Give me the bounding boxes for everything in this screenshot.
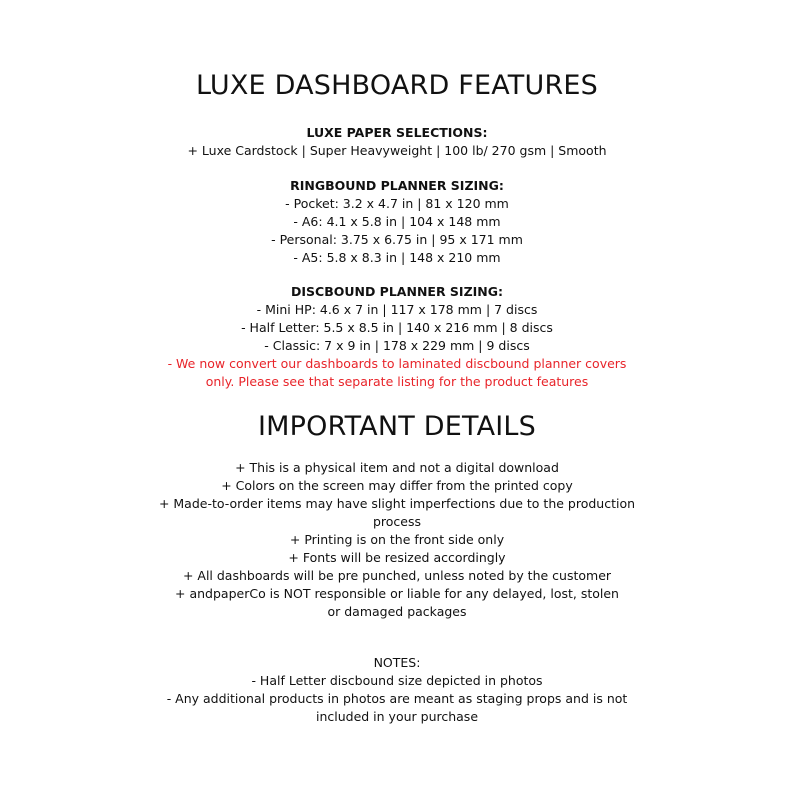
paper-line: + Luxe Cardstock | Super Heavyweight | 100 lb/ 270 gsm | Smooth (187, 143, 607, 158)
important-line: + andpaperCo is NOT responsible or liable for any delayed, lost, stolen (175, 586, 619, 601)
discbound-size-line: - Half Letter: 5.5 x 8.5 in | 140 x 216 mm | 8 discs (241, 320, 553, 335)
notes-line: included in your purchase (315, 709, 479, 724)
features-title: LUXE DASHBOARD FEATURES (195, 70, 599, 101)
paper-heading: LUXE PAPER SELECTIONS: (306, 125, 488, 140)
important-title: IMPORTANT DETAILS (258, 411, 536, 442)
discbound-heading: DISCBOUND PLANNER SIZING: (290, 284, 504, 299)
discbound-list (0, 301, 794, 391)
important-list (0, 459, 794, 621)
ringbound-size-line: - A5: 5.8 x 8.3 in | 148 x 210 mm (293, 250, 501, 265)
important-line: + Made-to-order items may have slight imperfections due to the production (158, 496, 636, 511)
important-line: + Printing is on the front side only (289, 532, 505, 547)
notes-heading: NOTES: (373, 655, 421, 670)
important-line: + This is a physical item and not a digital download (235, 460, 559, 475)
important-line: + Colors on the screen may differ from the printed copy (221, 478, 573, 493)
ringbound-size-line: - Personal: 3.75 x 6.75 in | 95 x 171 mm (271, 232, 523, 247)
ringbound-size-line: - Pocket: 3.2 x 4.7 in | 81 x 120 mm (285, 196, 509, 211)
notes-line: - Any additional products in photos are meant as staging props and is not (166, 691, 628, 706)
discbound-notice-line: only. Please see that separate listing for the product features (205, 374, 589, 389)
important-line: + All dashboards will be pre punched, unless noted by the customer (182, 568, 612, 583)
notes-list (0, 672, 794, 726)
ringbound-heading: RINGBOUND PLANNER SIZING: (290, 178, 504, 193)
important-line: or damaged packages (327, 604, 467, 619)
discbound-size-line: - Classic: 7 x 9 in | 178 x 229 mm | 9 discs (264, 338, 530, 353)
discbound-notice-line: - We now convert our dashboards to laminated discbound planner covers (167, 356, 627, 371)
ringbound-list (0, 195, 794, 267)
paper-list (0, 142, 794, 160)
ringbound-size-line: - A6: 4.1 x 5.8 in | 104 x 148 mm (293, 214, 501, 229)
important-line: + Fonts will be resized accordingly (288, 550, 506, 565)
discbound-size-line: - Mini HP: 4.6 x 7 in | 117 x 178 mm | 7 discs (256, 302, 538, 317)
important-line: process (372, 514, 422, 529)
notes-line: - Half Letter discbound size depicted in photos (251, 673, 543, 688)
